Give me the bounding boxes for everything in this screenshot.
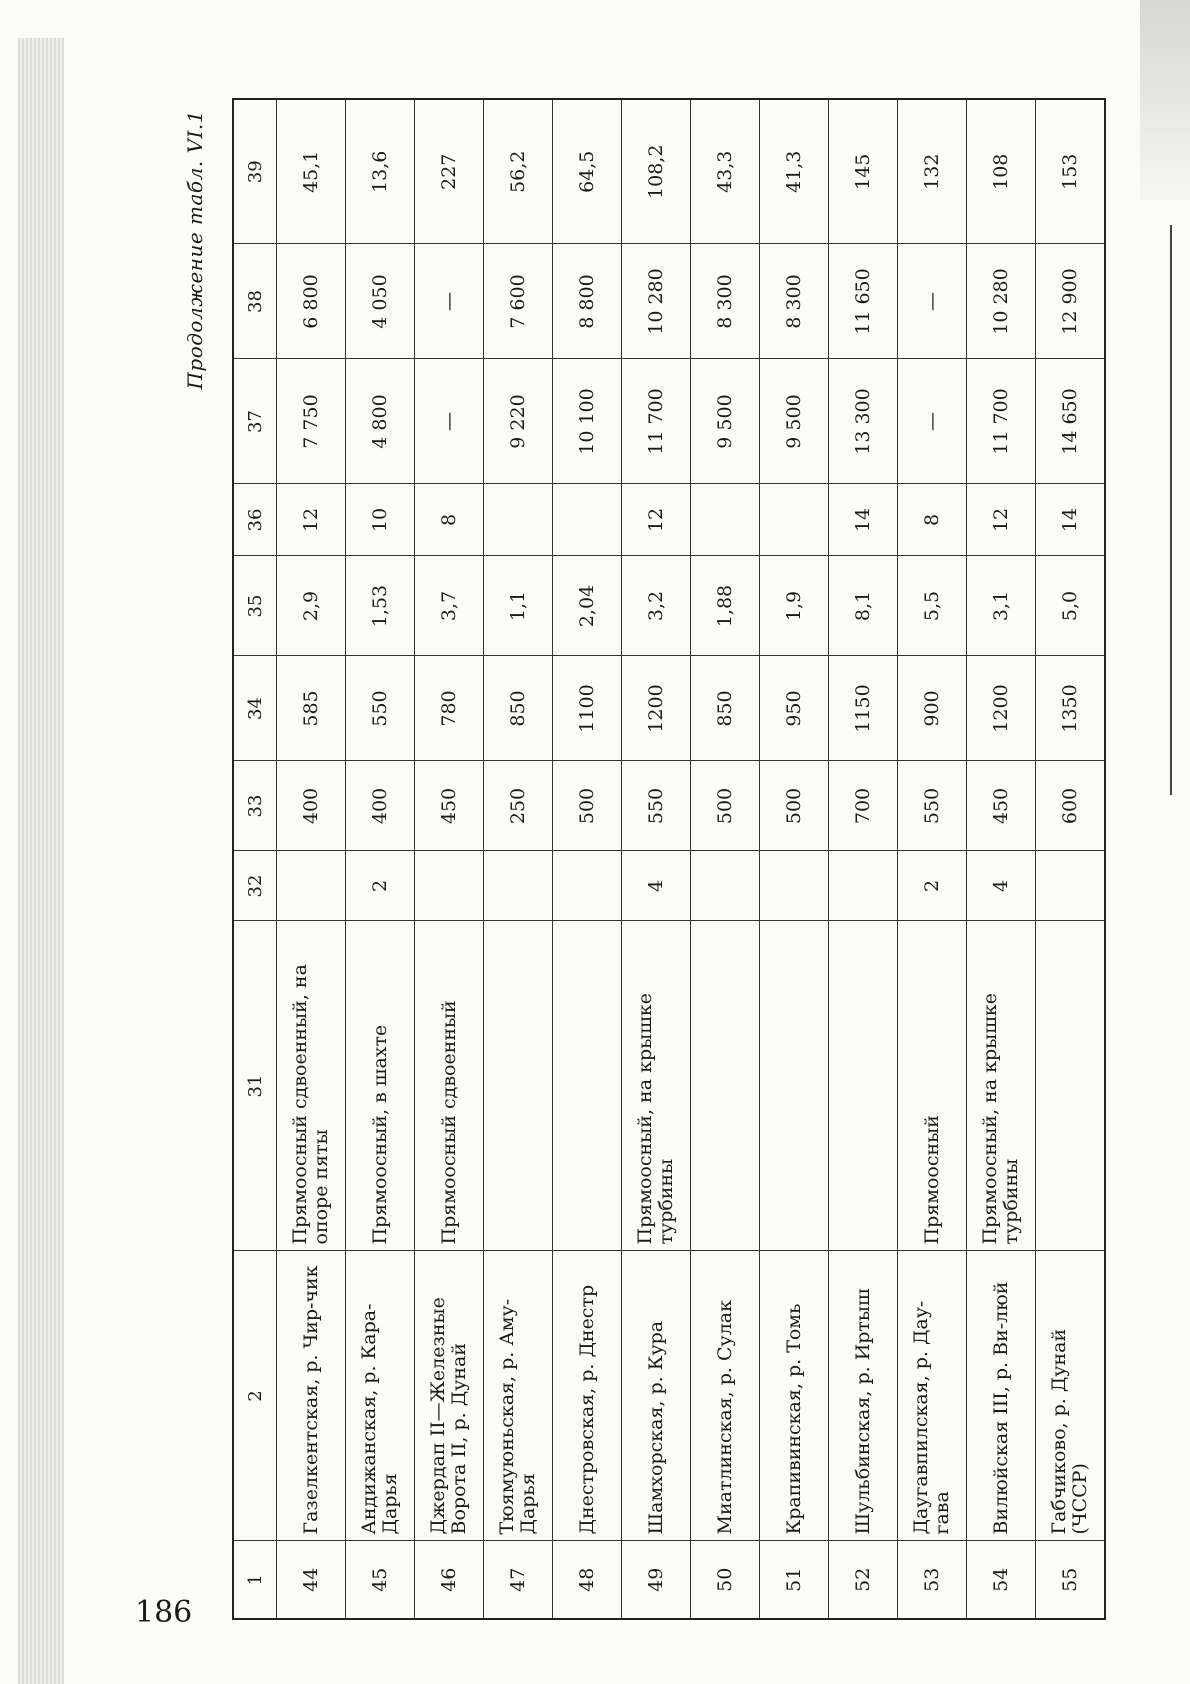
column-header: 1 — [233, 1541, 277, 1619]
table-cell-type — [553, 921, 622, 1251]
table-row — [829, 99, 898, 1619]
table-cell-c32 — [277, 851, 346, 921]
table-cell-c39: 227 — [415, 99, 484, 244]
scan-edge-right — [1140, 0, 1190, 200]
rotated-table-page — [170, 100, 1100, 1620]
table-cell-c37: 7 750 — [277, 359, 346, 484]
table-cell-c35: 3,1 — [967, 556, 1036, 656]
table-row — [967, 99, 1036, 1619]
table-cell-c32 — [691, 851, 760, 921]
table-cell-c32 — [484, 851, 553, 921]
table-cell-c32 — [415, 851, 484, 921]
table-cell-name: Газелкентская, р. Чир-чик — [277, 1251, 346, 1541]
table-cell-c33: 250 — [484, 761, 553, 851]
table-cell-type: Прямоосный, на крышке турбины — [967, 921, 1036, 1251]
table-cell-c36 — [553, 484, 622, 556]
table-cell-n: 45 — [346, 1541, 415, 1619]
table-row — [691, 99, 760, 1619]
table-cell-name: Шамхорская, р. Кура — [622, 1251, 691, 1541]
table-cell-c35: 1,88 — [691, 556, 760, 656]
table-cell-n: 55 — [1036, 1541, 1106, 1619]
table-cell-c39: 108,2 — [622, 99, 691, 244]
table-cell-c36: 12 — [622, 484, 691, 556]
table-cell-c36: 14 — [829, 484, 898, 556]
table-cell-c35: 2,04 — [553, 556, 622, 656]
table-cell-c39: 41,3 — [760, 99, 829, 244]
table-cell-c34: 550 — [346, 656, 415, 761]
table-cell-n: 46 — [415, 1541, 484, 1619]
table-cell-n: 52 — [829, 1541, 898, 1619]
table-cell-c39: 13,6 — [346, 99, 415, 244]
table-cell-c39: 56,2 — [484, 99, 553, 244]
column-header: 2 — [233, 1251, 277, 1541]
table-row — [760, 99, 829, 1619]
table-row — [553, 99, 622, 1619]
column-header: 35 — [233, 556, 277, 656]
table-cell-c38: 6 800 — [277, 244, 346, 359]
table-cell-c38: 4 050 — [346, 244, 415, 359]
table-cell-name: Джердап II—Железные Ворота II, р. Дунай — [415, 1251, 484, 1541]
table-cell-n: 48 — [553, 1541, 622, 1619]
table-cell-c34: 1100 — [553, 656, 622, 761]
table-cell-type — [760, 921, 829, 1251]
table-cell-c32: 2 — [898, 851, 967, 921]
table-row — [898, 99, 967, 1619]
page-number: 186 — [135, 1595, 193, 1630]
column-header: 38 — [233, 244, 277, 359]
table-cell-c32 — [553, 851, 622, 921]
table-cell-c34: 950 — [760, 656, 829, 761]
table-cell-n: 51 — [760, 1541, 829, 1619]
table-row — [1036, 99, 1106, 1619]
table-row — [277, 99, 346, 1619]
table-cell-c33: 450 — [967, 761, 1036, 851]
table-cell-n: 54 — [967, 1541, 1036, 1619]
table-cell-c32 — [829, 851, 898, 921]
table-cell-c33: 700 — [829, 761, 898, 851]
table-cell-c33: 500 — [553, 761, 622, 851]
table-cell-c33: 550 — [898, 761, 967, 851]
table-cell-name: Шульбинская, р. Иртыш — [829, 1251, 898, 1541]
table-cell-c36: 12 — [277, 484, 346, 556]
table-cell-name: Крапивинская, р. Томь — [760, 1251, 829, 1541]
table-cell-c39: 64,5 — [553, 99, 622, 244]
table-cell-c36: 12 — [967, 484, 1036, 556]
table-cell-c38: — — [415, 244, 484, 359]
table-cell-c34: 1200 — [967, 656, 1036, 761]
table-cell-c38: 8 800 — [553, 244, 622, 359]
table-cell-n: 47 — [484, 1541, 553, 1619]
table-cell-c35: 8,1 — [829, 556, 898, 656]
table-cell-c33: 500 — [760, 761, 829, 851]
table-cell-c32: 4 — [622, 851, 691, 921]
table-cell-c38: 10 280 — [967, 244, 1036, 359]
table-cell-c35: 5,5 — [898, 556, 967, 656]
table-cell-c38: — — [898, 244, 967, 359]
table-cell-c34: 850 — [484, 656, 553, 761]
table-cell-n: 53 — [898, 1541, 967, 1619]
table-cell-n: 49 — [622, 1541, 691, 1619]
column-header: 36 — [233, 484, 277, 556]
table-cell-c37: 9 220 — [484, 359, 553, 484]
table-cell-c39: 153 — [1036, 99, 1106, 244]
table-cell-c32 — [760, 851, 829, 921]
table-cell-c37: 14 650 — [1036, 359, 1106, 484]
table-cell-c33: 600 — [1036, 761, 1106, 851]
table-cell-type — [1036, 921, 1106, 1251]
column-header: 37 — [233, 359, 277, 484]
table-cell-c37: 11 700 — [622, 359, 691, 484]
column-header: 31 — [233, 921, 277, 1251]
table-cell-c35: 1,9 — [760, 556, 829, 656]
table-cell-name: Даугавпилская, р. Дау-гава — [898, 1251, 967, 1541]
table-cell-c32 — [1036, 851, 1106, 921]
table-cell-c37: 9 500 — [760, 359, 829, 484]
scan-edge-left — [18, 38, 64, 1684]
table-cell-type — [691, 921, 760, 1251]
column-header: 33 — [233, 761, 277, 851]
margin-rule — [1170, 225, 1172, 795]
table-cell-c35: 5,0 — [1036, 556, 1106, 656]
table-cell-c37: — — [898, 359, 967, 484]
table-cell-n: 44 — [277, 1541, 346, 1619]
data-table — [232, 98, 1106, 1620]
table-cell-c38: 8 300 — [760, 244, 829, 359]
table-cell-name: Габчиково, р. Дунай (ЧССР) — [1036, 1251, 1106, 1541]
table-cell-c38: 7 600 — [484, 244, 553, 359]
column-header: 34 — [233, 656, 277, 761]
table-cell-c33: 400 — [277, 761, 346, 851]
table-cell-c37: 10 100 — [553, 359, 622, 484]
table-cell-c39: 108 — [967, 99, 1036, 244]
table-cell-type: Прямоосный, в шахте — [346, 921, 415, 1251]
table-cell-n: 50 — [691, 1541, 760, 1619]
table-cell-name: Днестровская, р. Днестр — [553, 1251, 622, 1541]
table-cell-c39: 145 — [829, 99, 898, 244]
table-cell-c34: 1150 — [829, 656, 898, 761]
table-cell-c34: 585 — [277, 656, 346, 761]
table-cell-c39: 45,1 — [277, 99, 346, 244]
table-cell-c39: 43,3 — [691, 99, 760, 244]
table-cell-c37: 9 500 — [691, 359, 760, 484]
table-cell-type: Прямоосный, на крышке турбины — [622, 921, 691, 1251]
table-cell-c32: 4 — [967, 851, 1036, 921]
table-cell-c37: — — [415, 359, 484, 484]
table-cell-type: Прямоосный сдвоенный — [415, 921, 484, 1251]
table-cell-type: Прямоосный — [898, 921, 967, 1251]
table-cell-c38: 12 900 — [1036, 244, 1106, 359]
table-cell-name: Миатлинская, р. Сулак — [691, 1251, 760, 1541]
table-cell-c36 — [484, 484, 553, 556]
header-row — [233, 99, 277, 1619]
table-cell-c37: 11 700 — [967, 359, 1036, 484]
table-cell-type — [484, 921, 553, 1251]
table-cell-c36 — [691, 484, 760, 556]
table-cell-c36: 8 — [415, 484, 484, 556]
table-row — [415, 99, 484, 1619]
table-cell-c33: 550 — [622, 761, 691, 851]
table-cell-c34: 1350 — [1036, 656, 1106, 761]
table-cell-c38: 10 280 — [622, 244, 691, 359]
table-caption: Продолжение табл. VI.1 — [183, 110, 207, 390]
table-body — [277, 99, 1106, 1619]
table-cell-name: Вилюйская III, р. Ви-люй — [967, 1251, 1036, 1541]
table-row — [622, 99, 691, 1619]
table-cell-c36: 10 — [346, 484, 415, 556]
table-cell-c33: 450 — [415, 761, 484, 851]
table-cell-c38: 8 300 — [691, 244, 760, 359]
table-cell-c35: 3,2 — [622, 556, 691, 656]
table-cell-c36: 14 — [1036, 484, 1106, 556]
table-cell-c33: 400 — [346, 761, 415, 851]
table-cell-c35: 1,1 — [484, 556, 553, 656]
table-cell-type — [829, 921, 898, 1251]
table-cell-c39: 132 — [898, 99, 967, 244]
table-cell-c34: 900 — [898, 656, 967, 761]
table-row — [484, 99, 553, 1619]
table-cell-name: Тюямуюньская, р. Аму-Дарья — [484, 1251, 553, 1541]
table-cell-c38: 11 650 — [829, 244, 898, 359]
table-cell-c36 — [760, 484, 829, 556]
table-cell-c35: 2,9 — [277, 556, 346, 656]
column-header: 32 — [233, 851, 277, 921]
table-cell-c34: 850 — [691, 656, 760, 761]
table-cell-c35: 3,7 — [415, 556, 484, 656]
table-cell-c37: 13 300 — [829, 359, 898, 484]
table-cell-c34: 1200 — [622, 656, 691, 761]
column-header: 39 — [233, 99, 277, 244]
table-cell-c36: 8 — [898, 484, 967, 556]
table-cell-name: Андижанская, р. Кара-Дарья — [346, 1251, 415, 1541]
table-row — [346, 99, 415, 1619]
table-cell-type: Прямоосный сдвоенный, на опоре пяты — [277, 921, 346, 1251]
table-cell-c34: 780 — [415, 656, 484, 761]
table-cell-c33: 500 — [691, 761, 760, 851]
table-cell-c32: 2 — [346, 851, 415, 921]
table-cell-c37: 4 800 — [346, 359, 415, 484]
table-cell-c35: 1,53 — [346, 556, 415, 656]
